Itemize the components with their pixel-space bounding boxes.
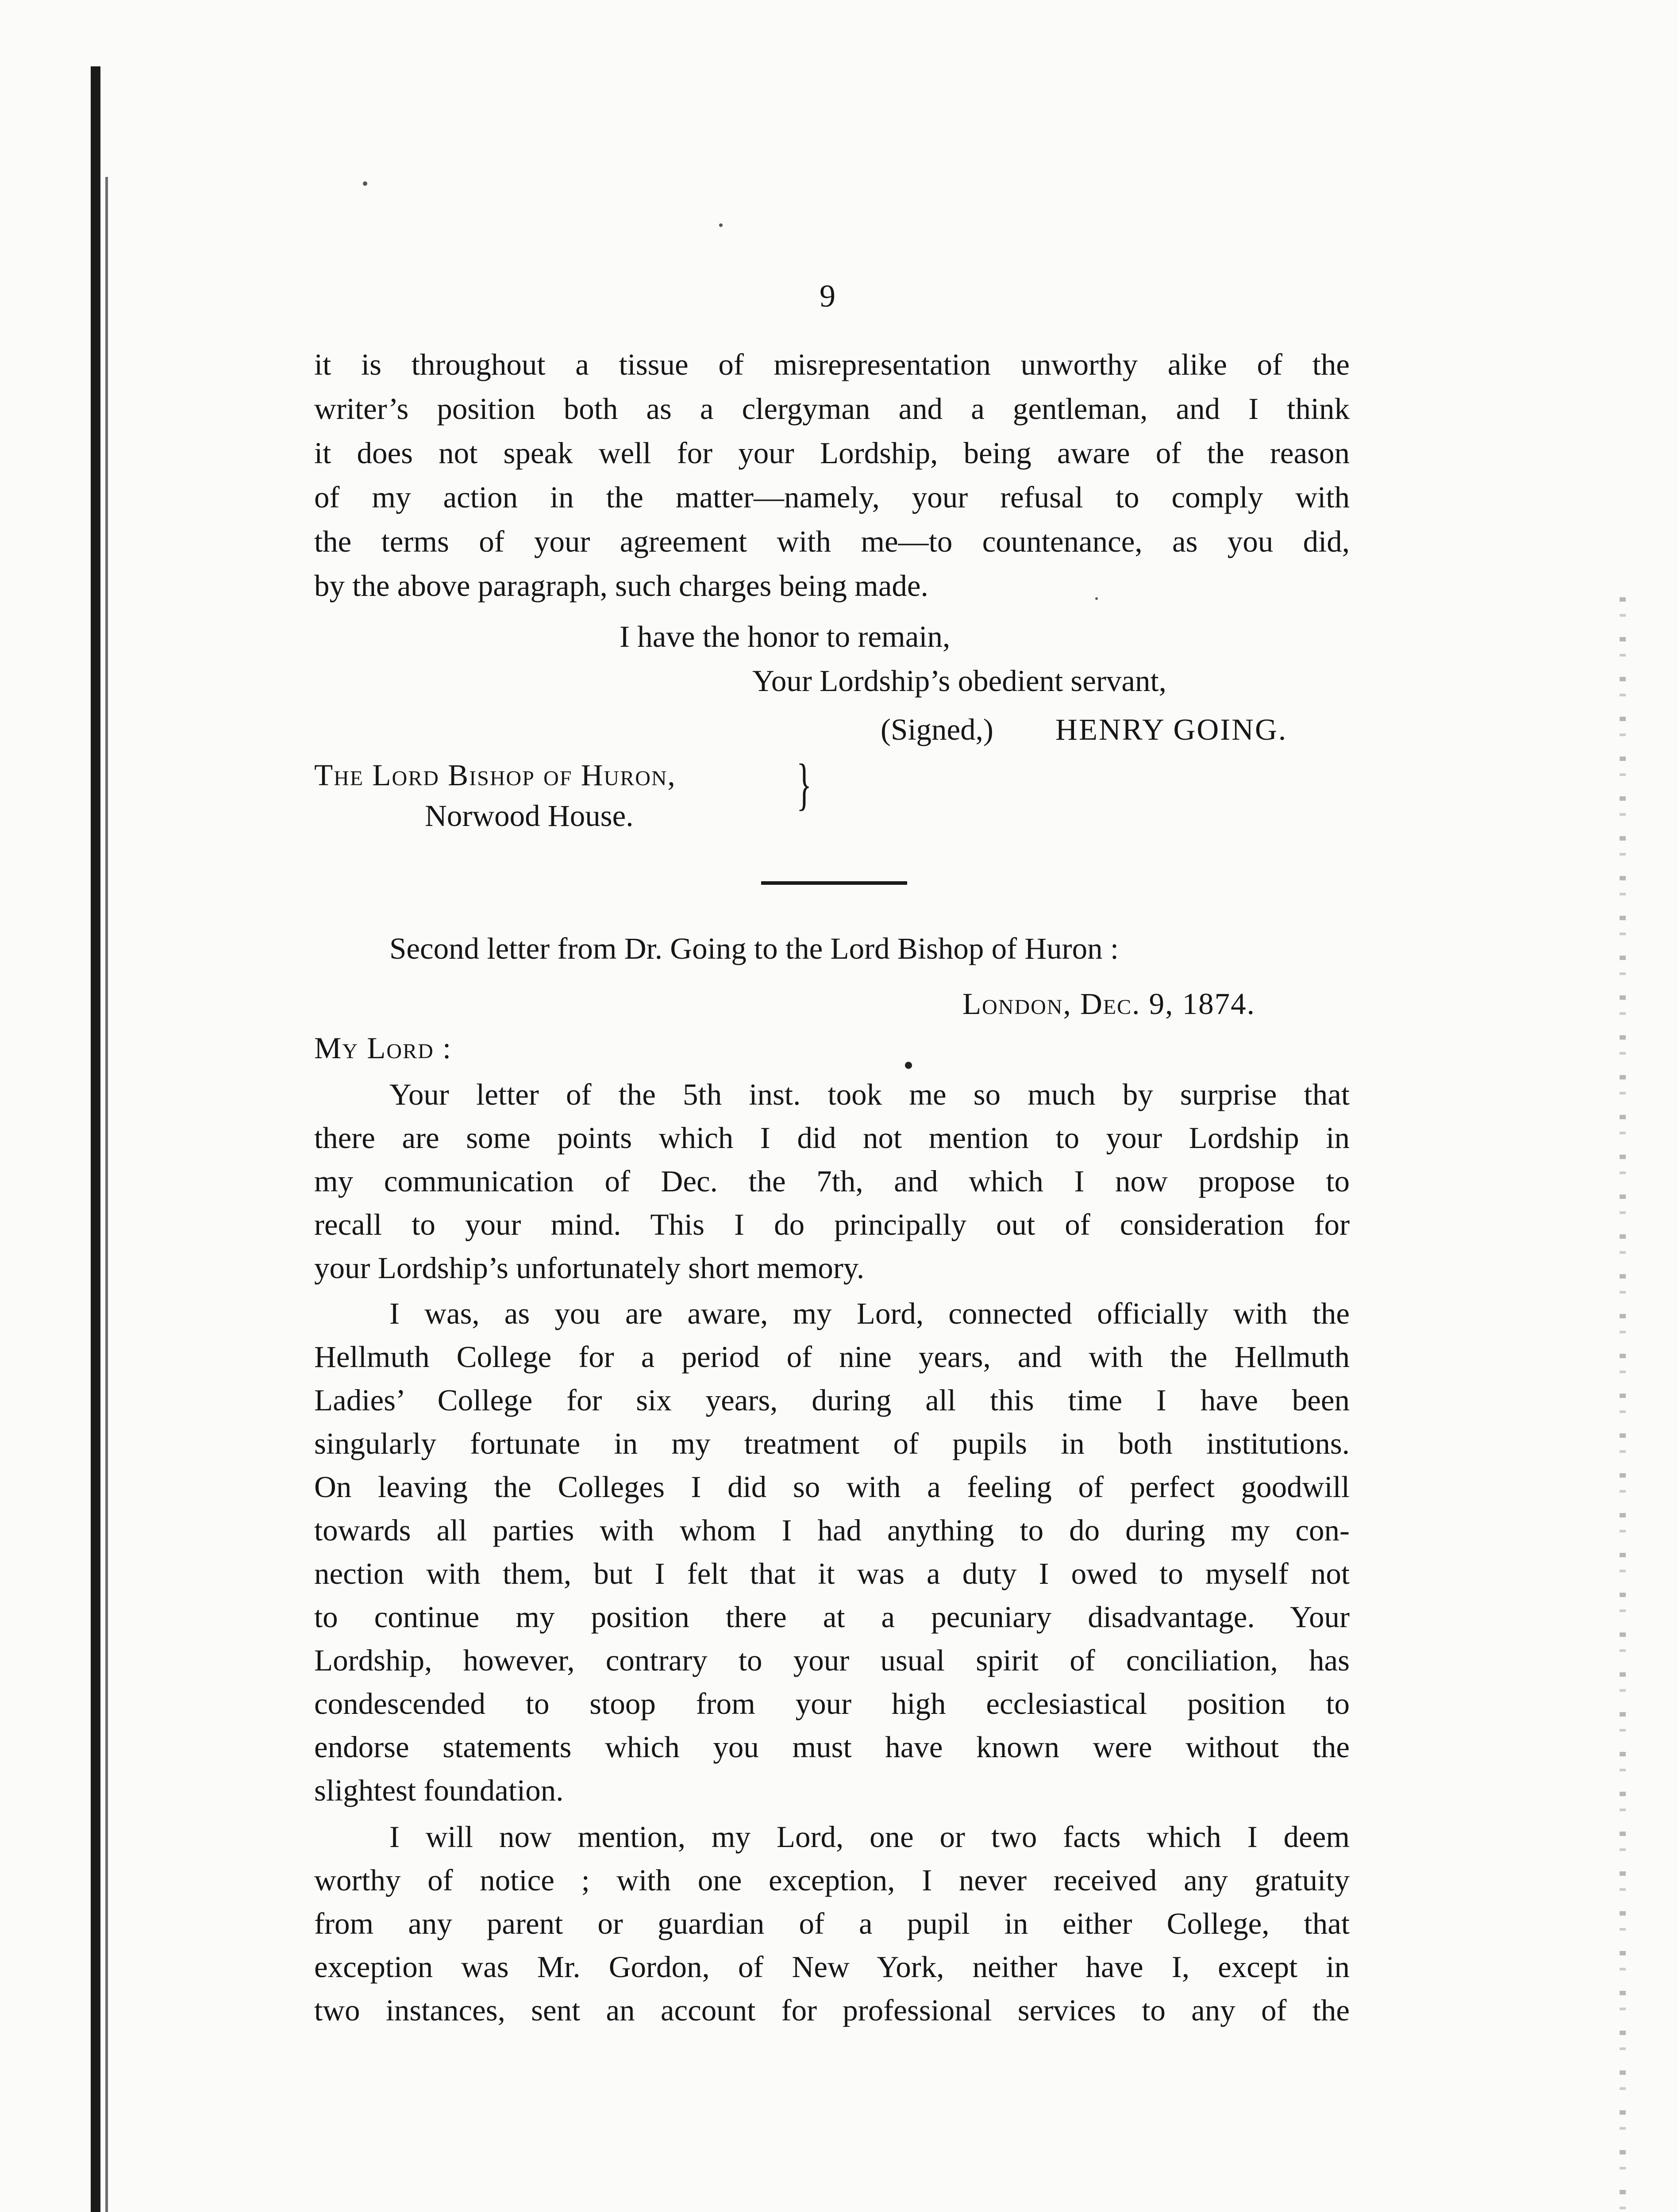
scan-speck (363, 181, 367, 186)
text-line: I will now mention, my Lord, one or two facts which I deem (389, 1820, 1350, 1854)
section-divider (761, 881, 907, 885)
text-line: Hellmuth College for a period of nine years, and with the Hellmuth (314, 1340, 1350, 1374)
text-line: to continue my position there at a pecuniary disadvantage. Your (314, 1600, 1350, 1634)
brace-glyph: } (797, 753, 812, 816)
scan-speck (719, 223, 723, 227)
addressee-line: The Lord Bishop of Huron, (314, 758, 676, 792)
text-line: the terms of your agreement with me—to countenance, as you did, (314, 525, 1350, 558)
text-line: my communication of Dec. the 7th, and which I now propose to (314, 1164, 1350, 1198)
text-line: towards all parties with whom I had anything to do during my con- (314, 1513, 1350, 1547)
text-line: worthy of notice ; with one exception, I never received any gratuity (314, 1863, 1350, 1897)
text-line: condescended to stoop from your high ecclesiastical position to (314, 1687, 1350, 1720)
text-line: endorse statements which you must have known were without the (314, 1730, 1350, 1764)
dateline: London, Dec. 9, 1874. (962, 987, 1255, 1021)
text-line: it does not speak well for your Lordship, being aware of the reason (314, 436, 1350, 470)
text-line: it is throughout a tissue of misrepresentation unworthy alike of the (314, 348, 1350, 381)
binding-edge-shadow (105, 177, 108, 2212)
signature: HENRY GOING. (1055, 713, 1288, 746)
text-line: slightest foundation. (314, 1774, 564, 1807)
binding-edge (91, 66, 100, 2212)
text-line: your Lordship’s unfortunately short memory. (314, 1251, 865, 1285)
text-line: nection with them, but I felt that it was a duty I owed to myself not (314, 1557, 1350, 1590)
page-number: 9 (820, 278, 835, 314)
text-line: singularly fortunate in my treatment of pupils in both institutions. (314, 1427, 1350, 1460)
text-line: by the above paragraph, such charges being made. (314, 569, 928, 603)
text-line: I was, as you are aware, my Lord, connected officially with the (389, 1297, 1350, 1330)
text-line: recall to your mind. This I do principally out of consideration for (314, 1208, 1350, 1241)
text-line: Lordship, however, contrary to your usual spirit of conciliation, has (314, 1644, 1350, 1677)
scan-edge-noise (1620, 597, 1626, 2212)
text-line: exception was Mr. Gordon, of New York, neither have I, except in (314, 1950, 1350, 1984)
text-line: there are some points which I did not mention to your Lordship in (314, 1121, 1350, 1155)
text-line: On leaving the Colleges I did so with a feeling of perfect goodwill (314, 1470, 1350, 1504)
salutation: My Lord : (314, 1031, 452, 1065)
closing-remain: I have the honor to remain, (620, 620, 951, 653)
text-line: Ladies’ College for six years, during all this time I have been (314, 1383, 1350, 1417)
letter-heading: Second letter from Dr. Going to the Lord Bishop of Huron : (389, 932, 1119, 965)
closing-servant: Your Lordship’s obedient servant, (752, 664, 1166, 698)
addressee-address: Norwood House. (425, 799, 634, 833)
text-line: Your letter of the 5th inst. took me so much by surprise that (389, 1078, 1350, 1111)
text-line: from any parent or guardian of a pupil in either College, that (314, 1907, 1350, 1940)
text-line: writer’s position both as a clergyman and a gentleman, and I think (314, 392, 1350, 426)
scan-speck (905, 1062, 912, 1069)
text-line: of my action in the matter—namely, your refusal to comply with (314, 480, 1350, 514)
text-line: two instances, sent an account for professional services to any of the (314, 1993, 1350, 2027)
signed-label: (Signed,) (881, 713, 993, 746)
